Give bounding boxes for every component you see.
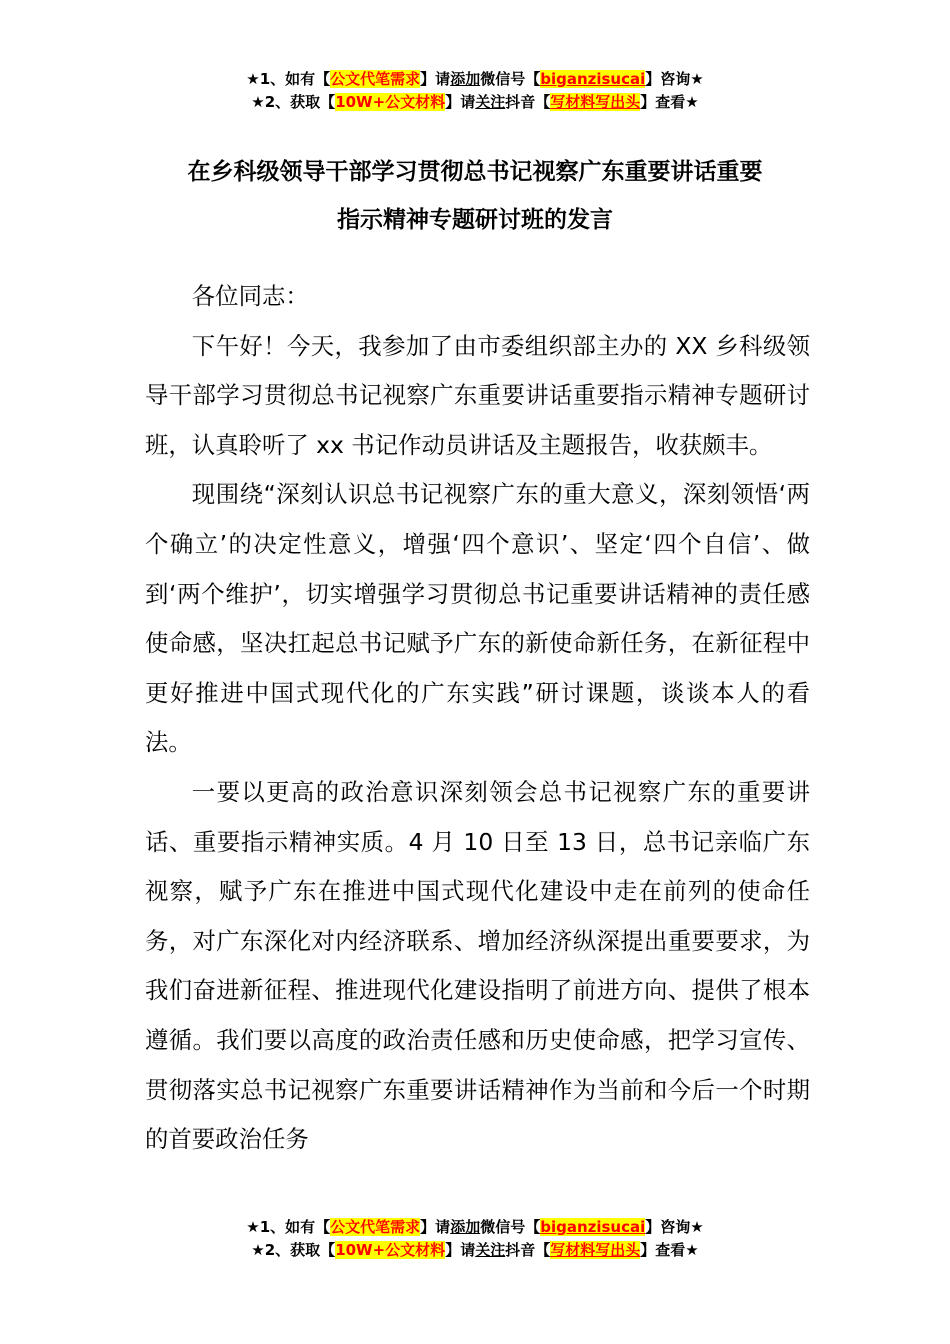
title-line-1: 在乡科级领导干部学习贯彻总书记视察广东重要讲话重要 [187, 159, 763, 185]
banner-line-2 [0, 91, 950, 114]
highlight-douyin: 写材料写出头 [550, 1241, 641, 1259]
header-banner [0, 68, 950, 114]
paragraph: 下午好！今天，我参加了由市委组织部主办的 XX 乡科级领导干部学习贯彻总书记视察广东重要讲话重要指示精神专题研讨班，认真聆听了 xx 书记作动员讲话及主题报告，收获颇丰。 [145, 331, 810, 459]
banner-text: 】请 [445, 93, 476, 111]
highlight-douyin: 写材料写出头 [550, 93, 641, 111]
banner-text: ★2、获取【 [251, 1241, 336, 1259]
footer-banner [0, 1216, 950, 1262]
banner-text: 】请 [420, 70, 451, 88]
highlight-ghostwriting: 公文代笔需求 [330, 70, 421, 88]
banner-text: 】查看★ [640, 93, 699, 111]
banner-line-1 [0, 68, 950, 91]
banner-text: 】查看★ [640, 1241, 699, 1259]
banner-text: ★1、如有【 [246, 1218, 331, 1236]
banner-line-1 [0, 1216, 950, 1239]
underline-follow: 关注 [475, 1241, 506, 1259]
banner-text: 抖音【 [505, 93, 551, 111]
salutation: 各位同志： [191, 282, 309, 310]
underline-add: 添加 [450, 1218, 481, 1236]
banner-text: 】请 [420, 1218, 451, 1236]
banner-line-2 [0, 1239, 950, 1262]
highlight-wechat-id: biganzisucai [540, 70, 646, 88]
document-title [0, 148, 950, 244]
banner-text: ★2、获取【 [251, 93, 336, 111]
highlight-materials: 10W+公文材料 [335, 1241, 446, 1259]
banner-text: ★1、如有【 [246, 70, 331, 88]
banner-text: 】请 [445, 1241, 476, 1259]
paragraph: 一要以更高的政治意识深刻领会总书记视察广东的重要讲话、重要指示精神实质。4 月 10 日至 13 日，总书记亲临广东视察，赋予广东在推进中国式现代化建设中走在前列的使命任务，对广东深化对内经济联系、增加经济纵深提出重要要求，为我们奋进新征程、推进现代化建设指明了前进方向、提供了根本遵循。我们要以高度的政治责任感和历史使命感，把学习宣传、贯彻落实总书记视察广东重要讲话精神作为当前和今后一个时期的首要政治任务 [145, 777, 810, 1154]
highlight-ghostwriting: 公文代笔需求 [330, 1218, 421, 1236]
banner-text: 抖音【 [505, 1241, 551, 1259]
banner-text: 微信号【 [480, 1218, 541, 1236]
highlight-wechat-id: biganzisucai [540, 1218, 646, 1236]
document-body [145, 272, 810, 1165]
banner-text: 】咨询★ [645, 1218, 704, 1236]
title-line-2: 指示精神专题研讨班的发言 [337, 207, 613, 233]
underline-add: 添加 [450, 70, 481, 88]
banner-text: 】咨询★ [645, 70, 704, 88]
underline-follow: 关注 [475, 93, 506, 111]
highlight-materials: 10W+公文材料 [335, 93, 446, 111]
banner-text: 微信号【 [480, 70, 541, 88]
paragraph: 现围绕“深刻认识总书记视察广东的重大意义，深刻领悟‘两个确立’的决定性意义，增强‘四个意识’、坚定‘四个自信’、做到‘两个维护’，切实增强学习贯彻总书记重要讲话精神的责任感使命感，坚决扛起总书记赋予广东的新使命新任务，在新征程中更好推进中国式现代化的广东实践”研讨课题，谈谈本人的看法。 [145, 480, 810, 757]
